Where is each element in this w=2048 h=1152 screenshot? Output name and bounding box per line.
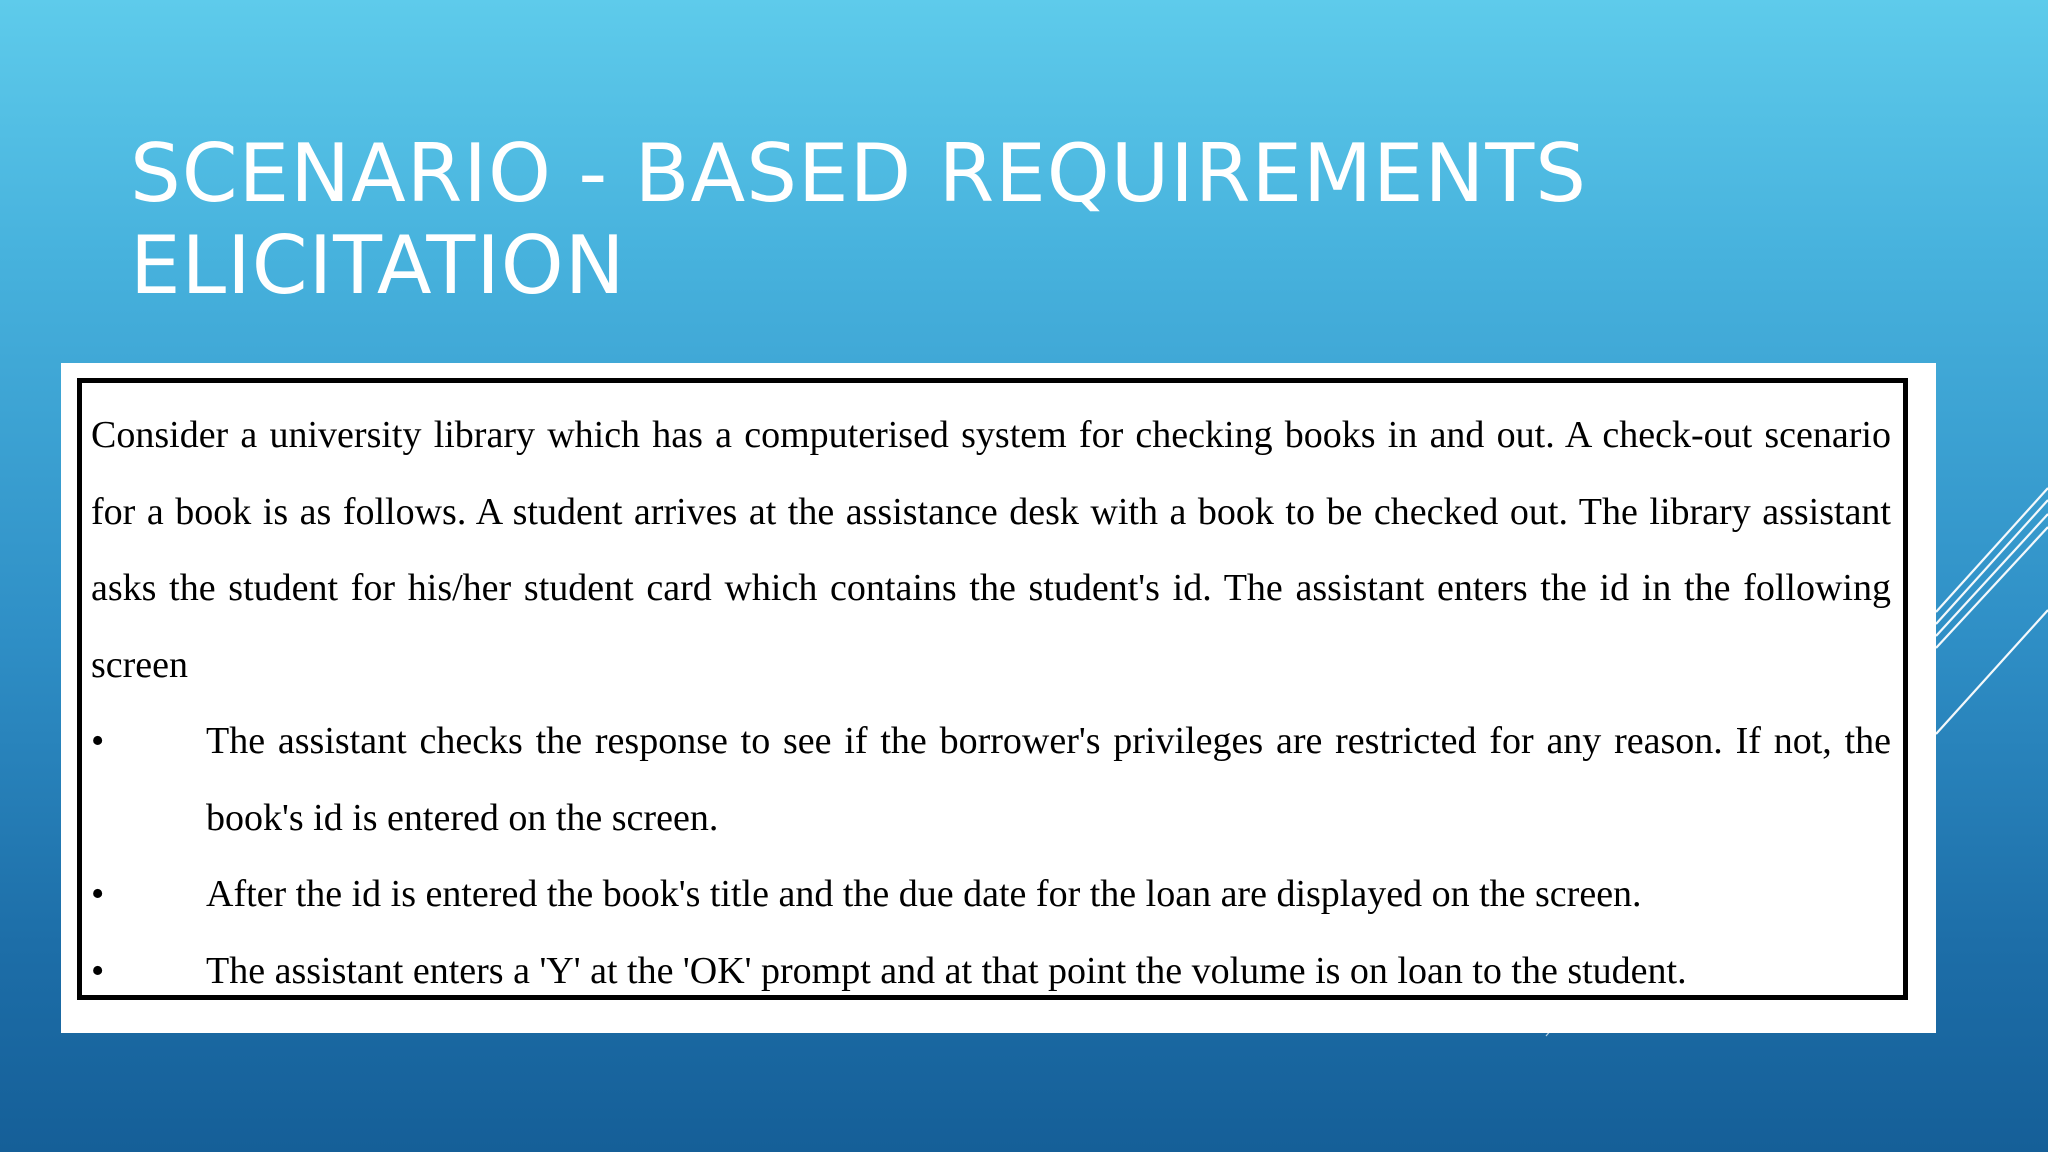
- bullet-marker: •: [91, 949, 105, 992]
- slide-title-line-1: SCENARIO - BASED REQUIREMENTS: [130, 127, 1588, 220]
- document-frame: [77, 378, 1908, 1000]
- decor-line: [1936, 488, 2048, 612]
- bullet-text: After the id is entered the book's title and the due date for the loan are displayed on the screen.: [206, 873, 1642, 915]
- decor-line: [1936, 500, 2048, 624]
- bullet-text: The assistant checks the response to see if the borrower's privileges are restricted for any reason. If not, the book's id is entered on the screen.: [206, 720, 1891, 839]
- document-image-panel: [61, 363, 1936, 1033]
- bullet-marker: •: [91, 720, 105, 762]
- slide-title: [130, 128, 1630, 312]
- scenario-paragraph: Consider a university library which has a computerised system for checking books in and out. A check-out scenario for a book is as follows. A student arrives at the assistance desk with a book to be checked out. The library assistant asks the student for his/her student card which contains the student's id. The assistant enters the id in the following screen: [91, 414, 1891, 686]
- bullet-text: The assistant enters a 'Y' at the 'OK' prompt and at that point the volume is on loan to the student.: [206, 949, 1687, 992]
- decor-line: [1936, 514, 2048, 636]
- bullet-item: [91, 933, 1891, 1010]
- scenario-bullet-list: [91, 703, 1891, 1009]
- bullet-item: [91, 703, 1891, 856]
- bullet-item: [91, 856, 1891, 933]
- slide-title-line-2: ELICITATION: [130, 219, 626, 312]
- bullet-marker: •: [91, 873, 105, 915]
